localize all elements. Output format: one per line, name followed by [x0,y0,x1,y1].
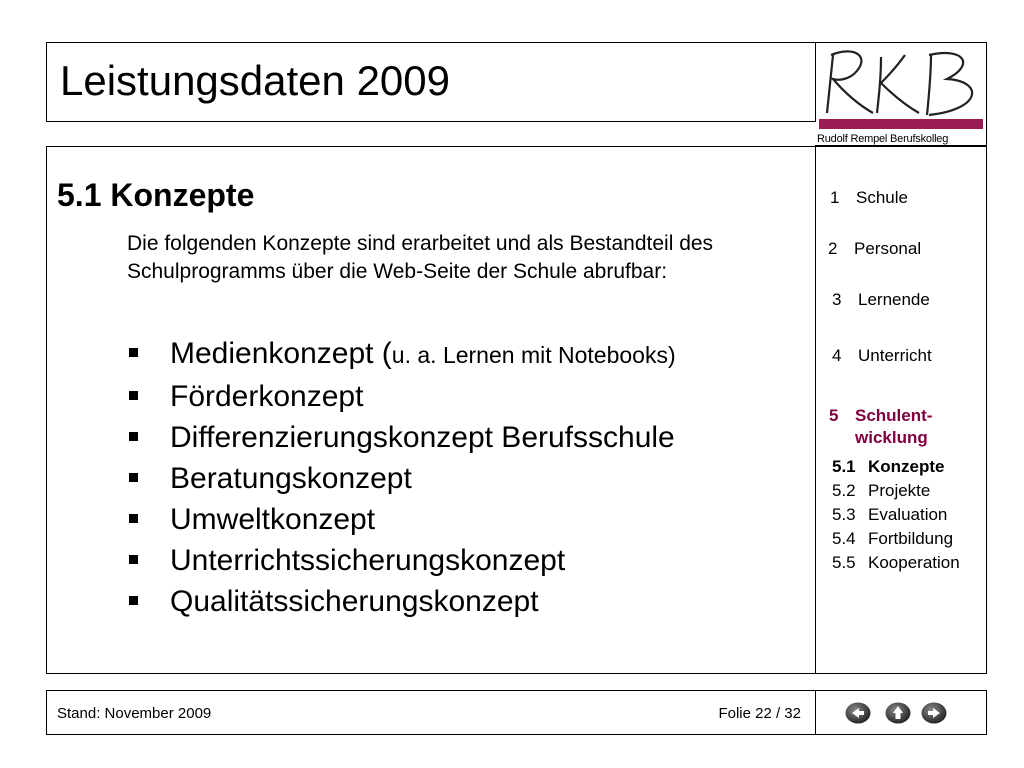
logo [815,42,987,146]
section-nav [815,146,987,674]
bullet-icon [129,514,138,523]
bullet-icon [129,473,138,482]
arrow-right-icon[interactable] [921,702,947,724]
intro-text: Die folgenden Konzepte sind erarbeitet und als Bestandteil des Schulprogramms über die Web-Seite der Schule abrufbar: [127,232,714,283]
list-item [127,333,676,376]
list-item-text: Differenzierungskonzept Berufsschule [170,421,675,454]
nav-item-lernende[interactable]: 3 Lernende [832,290,930,309]
bullet-icon [129,391,138,400]
concept-list [127,333,676,622]
list-item [127,458,676,499]
slide-navigation [815,690,987,735]
nav-subitem-projekte[interactable]: 5.2 Projekte [832,481,931,500]
nav-item-schulentwicklung[interactable]: 5 Schulent- wicklung [829,406,933,447]
list-item-text: Unterrichtssicherungskonzept [170,544,566,577]
rkb-logo-icon [815,43,986,147]
nav-subitem-kooperation[interactable]: 5.5 Kooperation [832,553,960,572]
footer [46,690,816,735]
nav-item-personal[interactable]: 2 Personal [828,239,922,258]
list-item-text: Beratungskonzept [170,462,412,495]
list-item [127,581,676,622]
logo-subtitle: Rudolf Rempel Berufskolleg [817,133,949,145]
nav-subitem-fortbildung[interactable]: 5.4 Fortbildung [832,529,954,548]
footer-date: Stand: November 2009 [57,705,212,722]
bullet-icon [129,596,138,605]
list-item-text: Medienkonzept ( [170,337,392,370]
nav-item-schule[interactable]: 1 Schule [830,188,908,207]
list-item-text: Umweltkonzept [170,503,376,536]
bullet-icon [129,348,138,357]
main-content [46,146,816,674]
nav-item-unterricht[interactable]: 4 Unterricht [832,346,932,365]
arrow-left-icon[interactable] [845,702,871,724]
bullet-icon [129,432,138,441]
slide-counter: Folie 22 / 32 [718,705,801,722]
arrow-up-icon[interactable] [885,702,911,724]
list-item-text: Qualitätssicherungskonzept [170,585,539,618]
list-item [127,540,676,581]
nav-subitem-evaluation[interactable]: 5.3 Evaluation [832,505,948,524]
title-bar [46,42,816,122]
list-item [127,376,676,417]
list-item [127,499,676,540]
list-item-text: Förderkonzept [170,380,364,413]
page-title: Leistungsdaten 2009 [60,57,450,104]
section-heading: 5.1 Konzepte [57,177,255,213]
bullet-icon [129,555,138,564]
list-item-note: u. a. Lernen mit Notebooks) [391,342,676,368]
list-item [127,417,676,458]
nav-subitem-konzepte[interactable]: 5.1 Konzepte [832,457,945,476]
